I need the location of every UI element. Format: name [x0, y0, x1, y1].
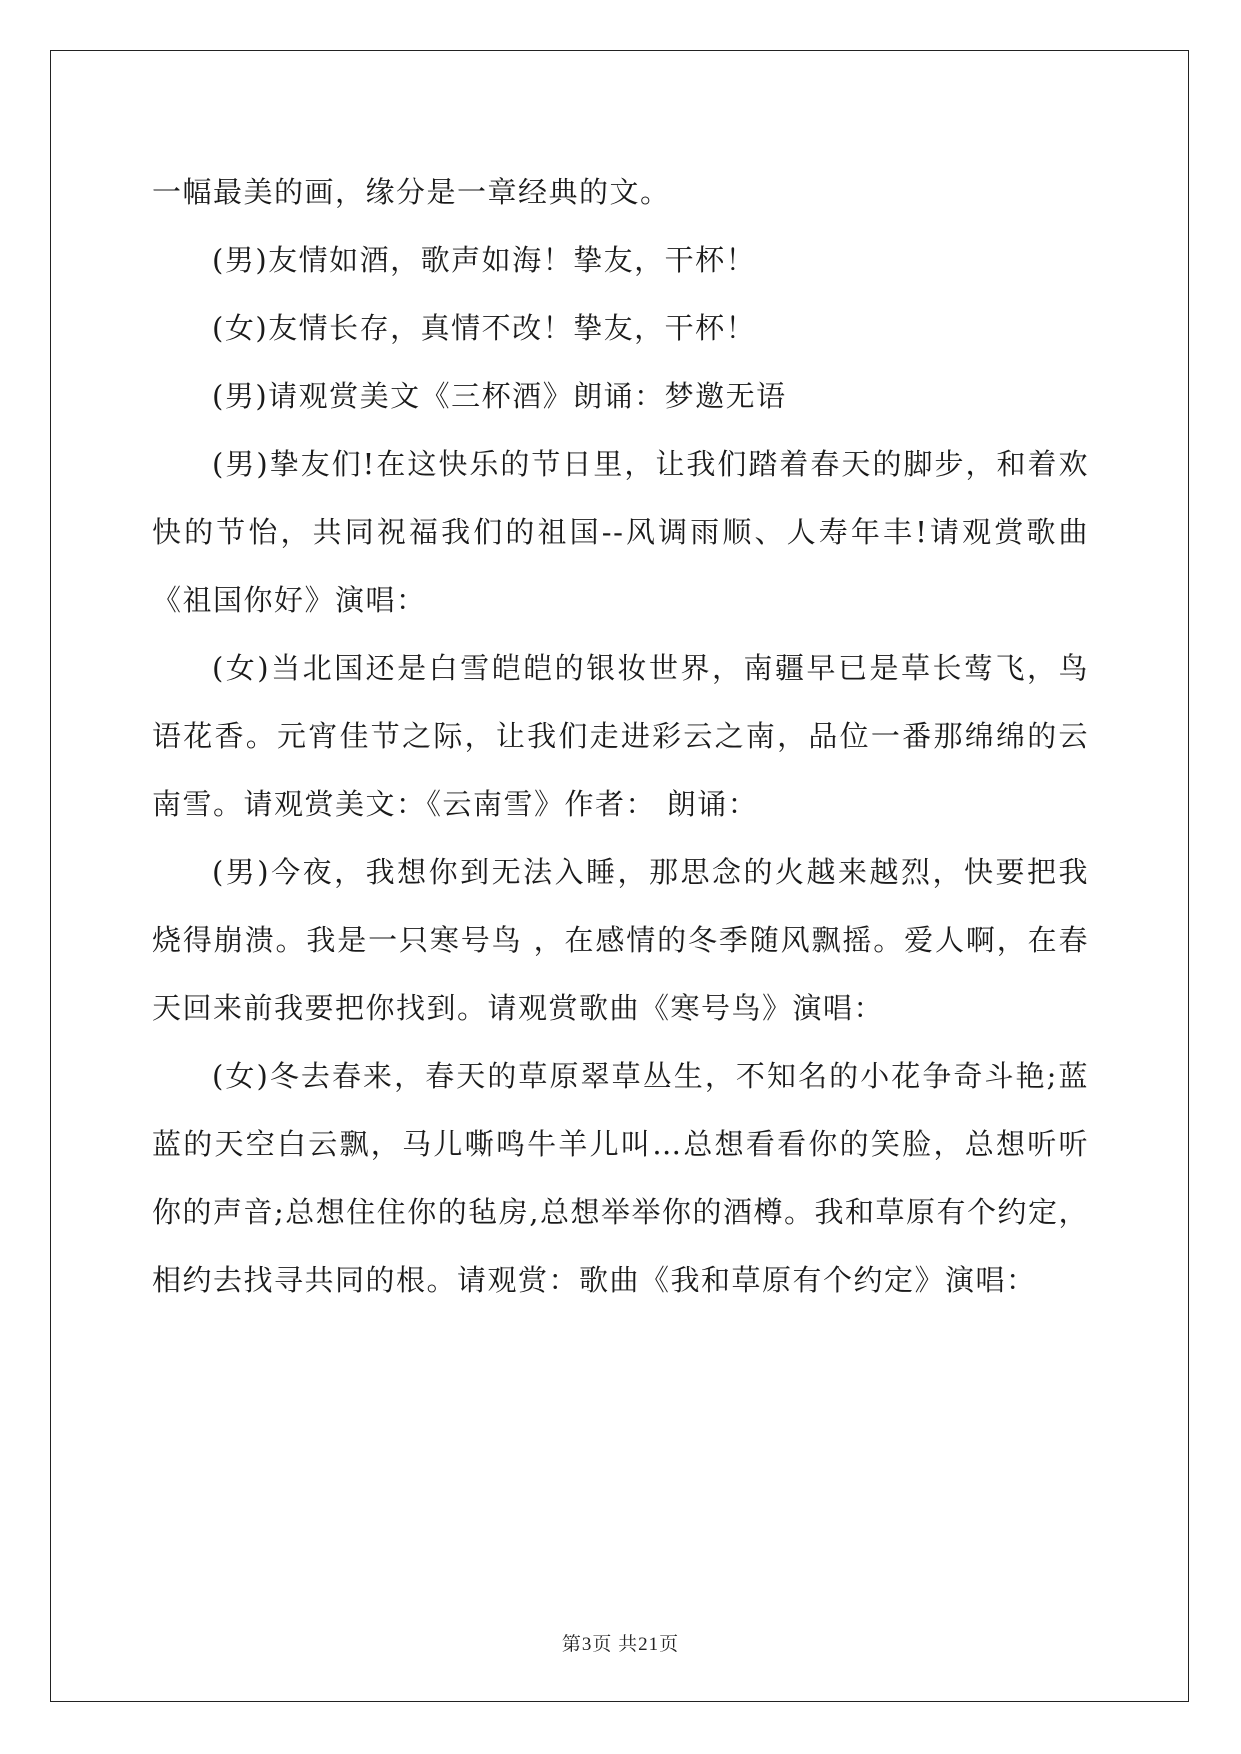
paragraph: (女)冬去春来，春天的草原翠草丛生，不知名的小花争奇斗艳;蓝蓝的天空白云飘，马儿嘶鸣牛羊儿叫…总想看看你的笑脸，总想听听你的声音;总想住住你的毡房,总想举举你的酒樽。我和草原有个约定，相约去找寻共同的根。请观赏：歌曲《我和草原有个约定》演唱： — [152, 1059, 1089, 1297]
paragraph: (男)友情如酒，歌声如海！挚友，干杯！ — [212, 243, 757, 277]
paragraph: (女)友情长存，真情不改！挚友，干杯！ — [212, 311, 757, 345]
page-number-footer: 第3页 共21页 — [561, 1634, 680, 1655]
paragraph: (男)请观赏美文《三杯酒》朗诵：梦邀无语 — [212, 379, 787, 413]
paragraph: 一幅最美的画，缘分是一章经典的文。 — [152, 175, 671, 209]
paragraph: (男)挚友们!在这快乐的节日里，让我们踏着春天的脚步，和着欢快的节怡，共同祝福我们的祖国--风调雨顺、人寿年丰!请观赏歌曲《祖国你好》演唱： — [152, 447, 1089, 617]
document-body — [152, 158, 1089, 1314]
paragraph: (男)今夜，我想你到无法入睡，那思念的火越来越烈，快要把我烧得崩溃。我是一只寒号鸟 ，在感情的冬季随风飘摇。爱人啊，在春天回来前我要把你找到。请观赏歌曲《寒号鸟》演唱： — [152, 855, 1089, 1025]
paragraph: (女)当北国还是白雪皑皑的银妆世界，南疆早已是草长莺飞，鸟语花香。元宵佳节之际，让我们走进彩云之南，品位一番那绵绵的云南雪。请观赏美文：《云南雪》作者： 朗诵： — [152, 651, 1089, 821]
